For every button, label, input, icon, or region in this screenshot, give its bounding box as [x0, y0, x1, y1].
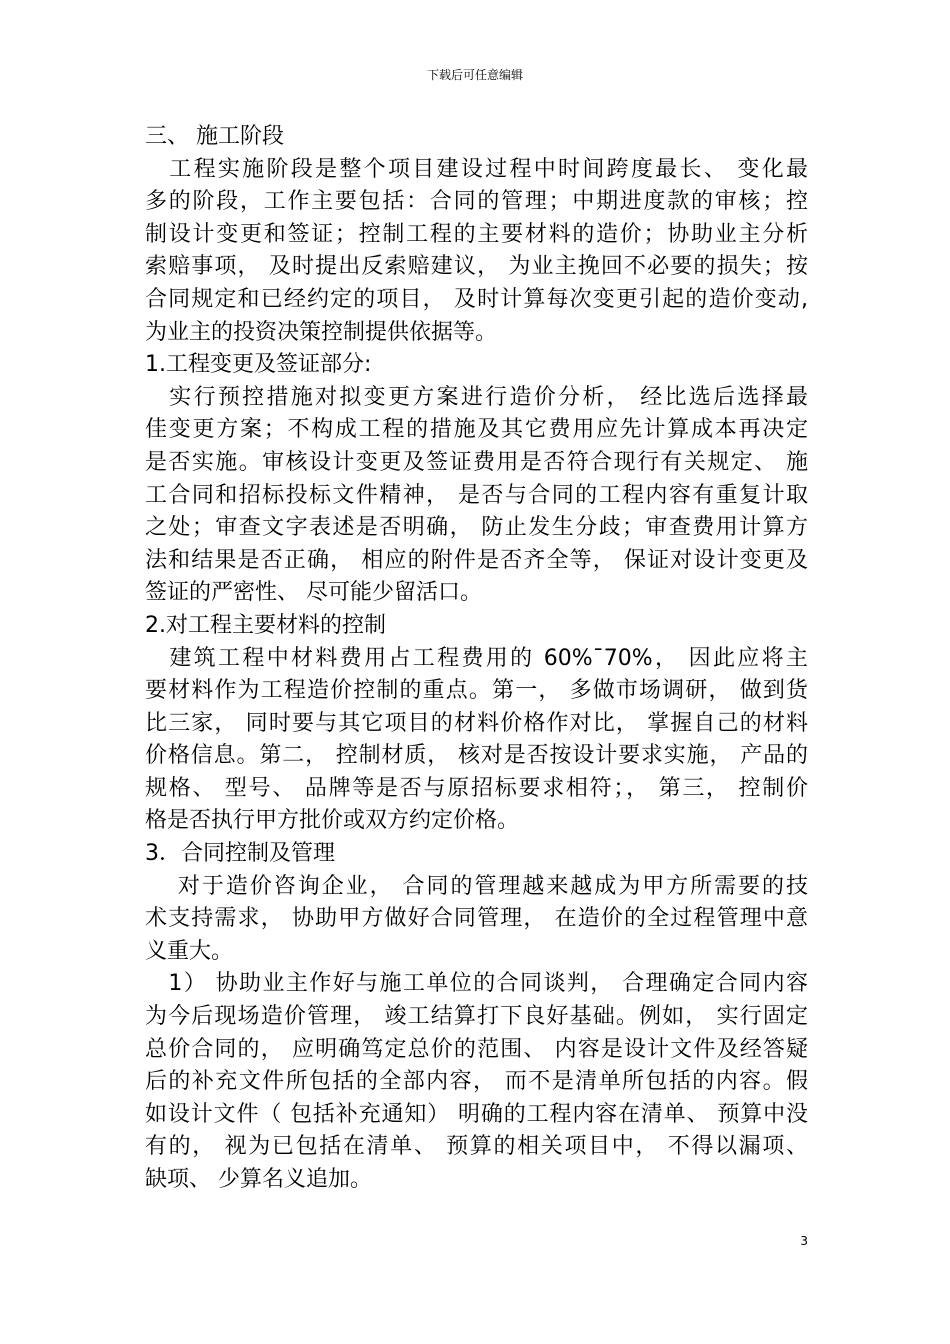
- paragraph-line: 要材料作为工程造价控制的重点。第一， 多做市场调研， 做到货: [145, 678, 808, 704]
- paragraph-line: 合同规定和已经约定的项目， 及时计算每次变更引起的造价变动,: [145, 286, 808, 312]
- paragraph-line: 佳变更方案；不构成工程的措施及其它费用应先计算成本再决定: [145, 417, 808, 443]
- section-heading: 三、 施工阶段: [145, 124, 284, 149]
- paragraph-line: 对于造价咨询企业， 合同的管理越来越成为甲方所需要的技: [145, 873, 808, 899]
- page-header: 下载后可任意编辑: [426, 68, 523, 82]
- page-number: 3: [800, 1234, 808, 1248]
- paragraph-line: 工程实施阶段是整个项目建设过程中时间跨度最长、 变化最: [145, 156, 808, 182]
- paragraph-line: 制设计变更和签证；控制工程的主要材料的造价；协助业主分析: [145, 221, 808, 247]
- paragraph-line: 术支持需求， 协助甲方做好合同管理， 在造价的全过程管理中意: [145, 906, 808, 932]
- paragraph-line: 实行预控措施对拟变更方案进行造价分析， 经比选后选择最: [145, 384, 808, 410]
- paragraph-line: 价格信息。第二， 控制材质， 核对是否按设计要求实施， 产品的: [145, 743, 808, 769]
- paragraph-line: 为业主的投资决策控制提供依据等。: [145, 319, 498, 345]
- section-heading: 1.工程变更及签证部分:: [145, 352, 372, 378]
- paragraph-line: 如设计文件（ 包括补充通知） 明确的工程内容在清单、 预算中没: [145, 1101, 808, 1127]
- paragraph-line: 格是否执行甲方批价或双方约定价格。: [145, 808, 520, 834]
- paragraph-line: 为今后现场造价管理， 竣工结算打下良好基础。例如， 实行固定: [145, 1004, 808, 1030]
- paragraph-line: 义重大。: [145, 938, 234, 964]
- paragraph-line: 法和结果是否正确， 相应的附件是否齐全等， 保证对设计变更及: [145, 547, 808, 573]
- paragraph-line: 规格、 型号、 品牌等是否与原招标要求相符；， 第三， 控制价: [145, 775, 808, 801]
- paragraph-line: 1） 协助业主作好与施工单位的合同谈判， 合理确定合同内容: [145, 971, 808, 997]
- page-content: [145, 121, 808, 1197]
- paragraph-line: 缺项、 少算名义追加。: [145, 1167, 372, 1192]
- paragraph-line: 后的补充文件所包括的全部内容， 而不是清单所包括的内容。假: [145, 1069, 808, 1095]
- paragraph-line: 总价合同的， 应明确笃定总价的范围、 内容是设计文件及经答疑: [145, 1036, 808, 1062]
- paragraph-line: 索赔事项， 及时提出反索赔建议， 为业主挽回不必要的损失；按: [145, 254, 808, 280]
- paragraph-line: 工合同和招标投标文件精神， 是否与合同的工程内容有重复计取: [145, 482, 808, 508]
- paragraph-line: 多的阶段，工作主要包括：合同的管理；中期进度款的审核；控: [145, 189, 808, 215]
- paragraph-line: 比三家， 同时要与其它项目的材料价格作对比， 掌握自己的材料: [145, 710, 808, 736]
- paragraph-line: 有的， 视为已包括在清单、 预算的相关项目中， 不得以漏项、: [145, 1134, 808, 1160]
- section-heading: 2.对工程主要材料的控制: [145, 612, 386, 638]
- paragraph-line: 之处；审查文字表述是否明确， 防止发生分歧；审查费用计算方: [145, 515, 808, 541]
- paragraph-line: 建筑工程中材料费用占工程费用的 60%¯70%， 因此应将主: [145, 645, 808, 671]
- paragraph-line: 签证的严密性、 尽可能少留活口。: [145, 580, 482, 606]
- paragraph-line: 是否实施。审核设计变更及签证费用是否符合现行有关规定、 施: [145, 449, 808, 475]
- section-heading: 3．合同控制及管理: [145, 841, 335, 867]
